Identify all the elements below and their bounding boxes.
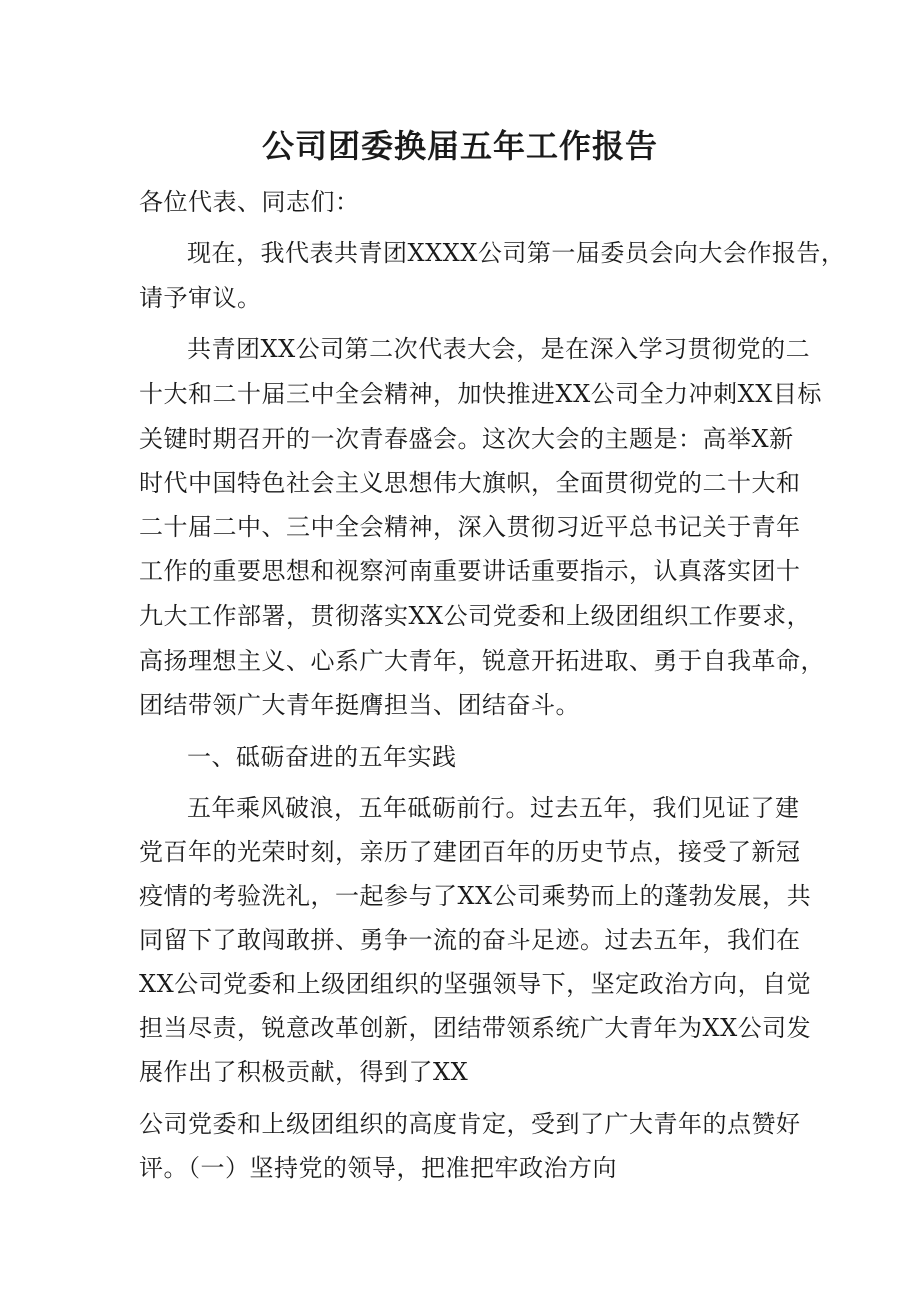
paragraph-4-line: 公司党委和上级团组织的高度肯定，受到了广大青年的点赞好 — [139, 1110, 801, 1138]
paragraph-2-line: 时代中国特色社会主义思想伟大旗帜，全面贯彻党的二十大和 — [139, 469, 801, 497]
salutation: 各位代表、同志们： — [139, 188, 360, 216]
section-heading: 一、砥砺奋进的五年实践 — [187, 743, 457, 771]
paragraph-4-line: 评。（一）坚持党的领导，把准把牢政治方向 — [139, 1154, 617, 1182]
paragraph-2-line: 二十届二中、三中全会精神，深入贯彻习近平总书记关于青年 — [139, 513, 801, 541]
document-title: 公司团委换届五年工作报告 — [261, 127, 658, 165]
paragraph-2-line: 高扬理想主义、心系广大青年，锐意开拓进取、勇于自我革命， — [139, 647, 825, 675]
paragraph-2-line: 关键时期召开的一次青春盛会。这次大会的主题是：高举X新 — [139, 425, 794, 453]
paragraph-1-line: 请予审议。 — [139, 284, 262, 312]
paragraph-3-line: 党百年的光荣时刻，亲历了建团百年的历史节点，接受了新冠 — [139, 838, 801, 866]
paragraph-3-line: XX公司党委和上级团组织的坚强领导下，坚定政治方向，自觉 — [139, 970, 812, 998]
paragraph-3-line: 疫情的考验洗礼，一起参与了XX公司乘势而上的蓬勃发展，共 — [139, 882, 812, 910]
paragraph-3-line: 同留下了敢闯敢拼、勇争一流的奋斗足迹。过去五年，我们在 — [139, 926, 801, 954]
paragraph-1-line: 现在，我代表共青团XXXX公司第一届委员会向大会作报告， — [187, 239, 846, 267]
paragraph-2-line: 工作的重要思想和视察河南重要讲话重要指示，认真落实团十 — [139, 557, 801, 585]
paragraph-3-line: 五年乘风破浪，五年砥砺前行。过去五年，我们见证了建 — [187, 794, 800, 822]
paragraph-2-line: 团结带领广大青年挺膺担当、团结奋斗。 — [139, 691, 580, 719]
paragraph-2-line: 十大和二十届三中全会精神，加快推进XX公司全力冲刺XX目标 — [139, 380, 822, 408]
paragraph-3-line: 展作出了积极贡献，得到了XX — [139, 1058, 469, 1086]
paragraph-2-line: 共青团XX公司第二次代表大会，是在深入学习贯彻党的二 — [187, 335, 811, 363]
paragraph-2-line: 九大工作部署，贯彻落实XX公司党委和上级团组织工作要求， — [139, 602, 812, 630]
paragraph-3-line: 担当尽责，锐意改革创新，团结带领系统广大青年为XX公司发 — [139, 1014, 812, 1042]
